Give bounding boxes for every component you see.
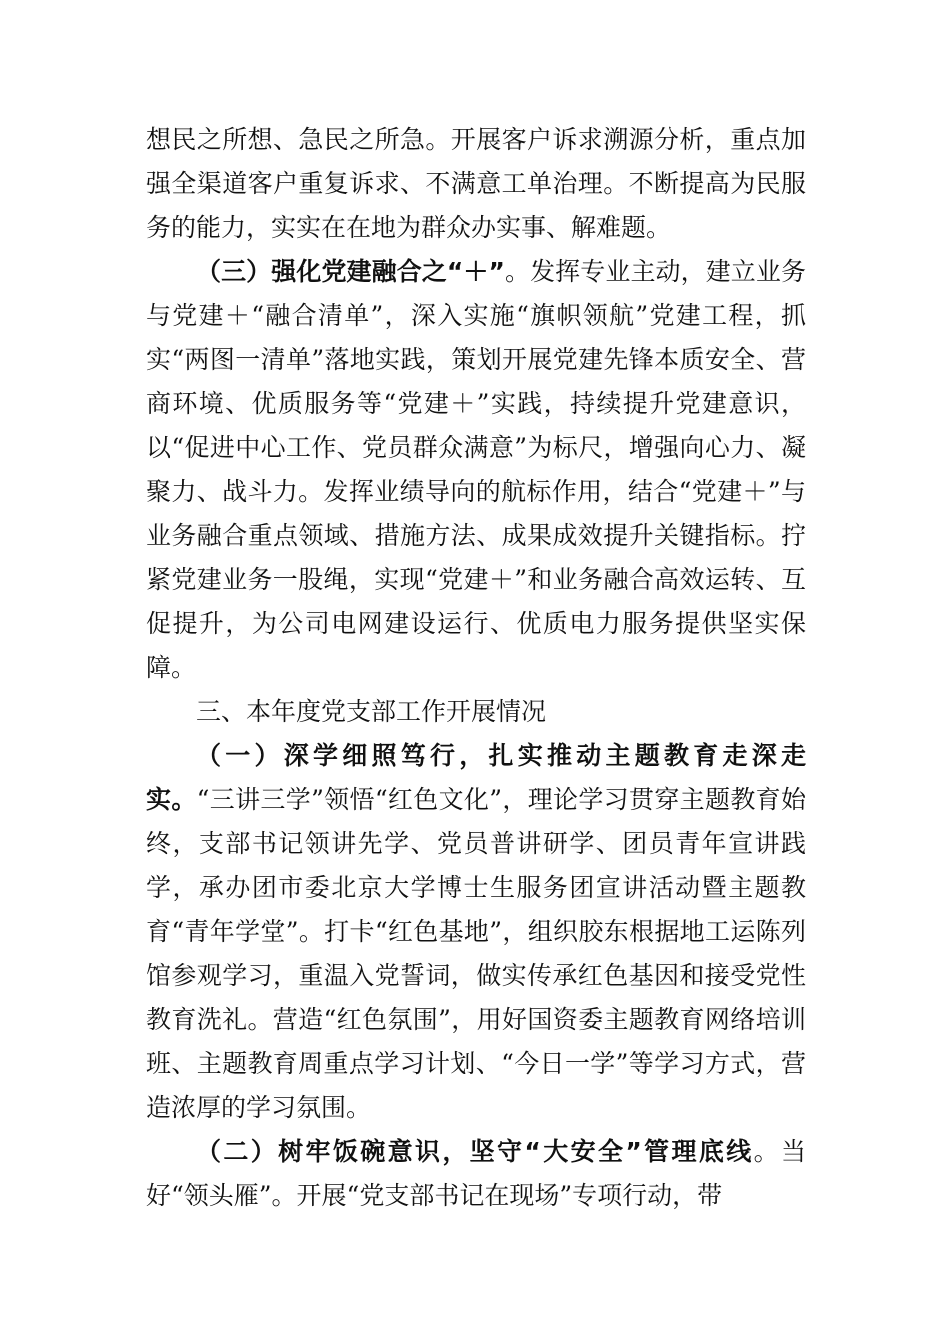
paragraph-safety-management bbox=[146, 1130, 806, 1218]
paragraph-text: 想民之所想、急民之所急。开展客户诉求溯源分析，重点加强全渠道客户重复诉求、不满意工单治理。不断提高为民服务的能力，实实在在地为群众办实事、解难题。 bbox=[146, 125, 806, 242]
subheading-theme-education: （一）深学细照笃行，扎实推动主题教育走深走实。 bbox=[146, 741, 806, 814]
paragraph-theme-education bbox=[146, 734, 806, 1130]
subheading-safety-management: （二）树牢饭碗意识，坚守“大安全”管理底线 bbox=[196, 1137, 754, 1166]
subheading-party-building-integration: （三）强化党建融合之“＋” bbox=[196, 257, 505, 286]
section-title: 三、本年度党支部工作开展情况 bbox=[196, 697, 547, 726]
paragraph-party-building-integration bbox=[146, 250, 806, 690]
paragraph-text: 。发挥专业主动，建立业务与党建＋“融合清单”，深入实施“旗帜领航”党建工程，抓实“两图一清单”落地实践，策划开展党建先锋本质安全、营商环境、优质服务等“党建＋”实践，持续提升党建意识，以“促进中心工作、党员群众满意”为标尺，增强向心力、凝聚力、战斗力。发挥业绩导向的航标作用，结合“党建＋”与业务融合重点领域、措施方法、成果成效提升关键指标。拧紧党建业务一股绳，实现“党建＋”和业务融合高效运转、互促提升，为公司电网建设运行、优质电力服务提供坚实保障。 bbox=[146, 257, 806, 682]
paragraph-text: “三讲三学”领悟“红色文化”，理论学习贯穿主题教育始终，支部书记领讲先学、党员普讲研学、团员青年宣讲践学，承办团市委北京大学博士生服务团宣讲活动暨主题教育“青年学堂”。打卡“红色基地”，组织胶东根据地工运陈列馆参观学习，重温入党誓词，做实传承红色基因和接受党性教育洗礼。营造“红色氛围”，用好国资委主题教育网络培训班、主题教育周重点学习计划、“今日一学”等学习方式，营造浓厚的学习氛围。 bbox=[146, 785, 806, 1122]
paragraph-continuation bbox=[146, 118, 806, 250]
paragraph-text: 。当好“领头雁”。开展“党支部书记在现场”专项行动，带 bbox=[146, 1137, 806, 1210]
document-body bbox=[146, 118, 806, 1218]
